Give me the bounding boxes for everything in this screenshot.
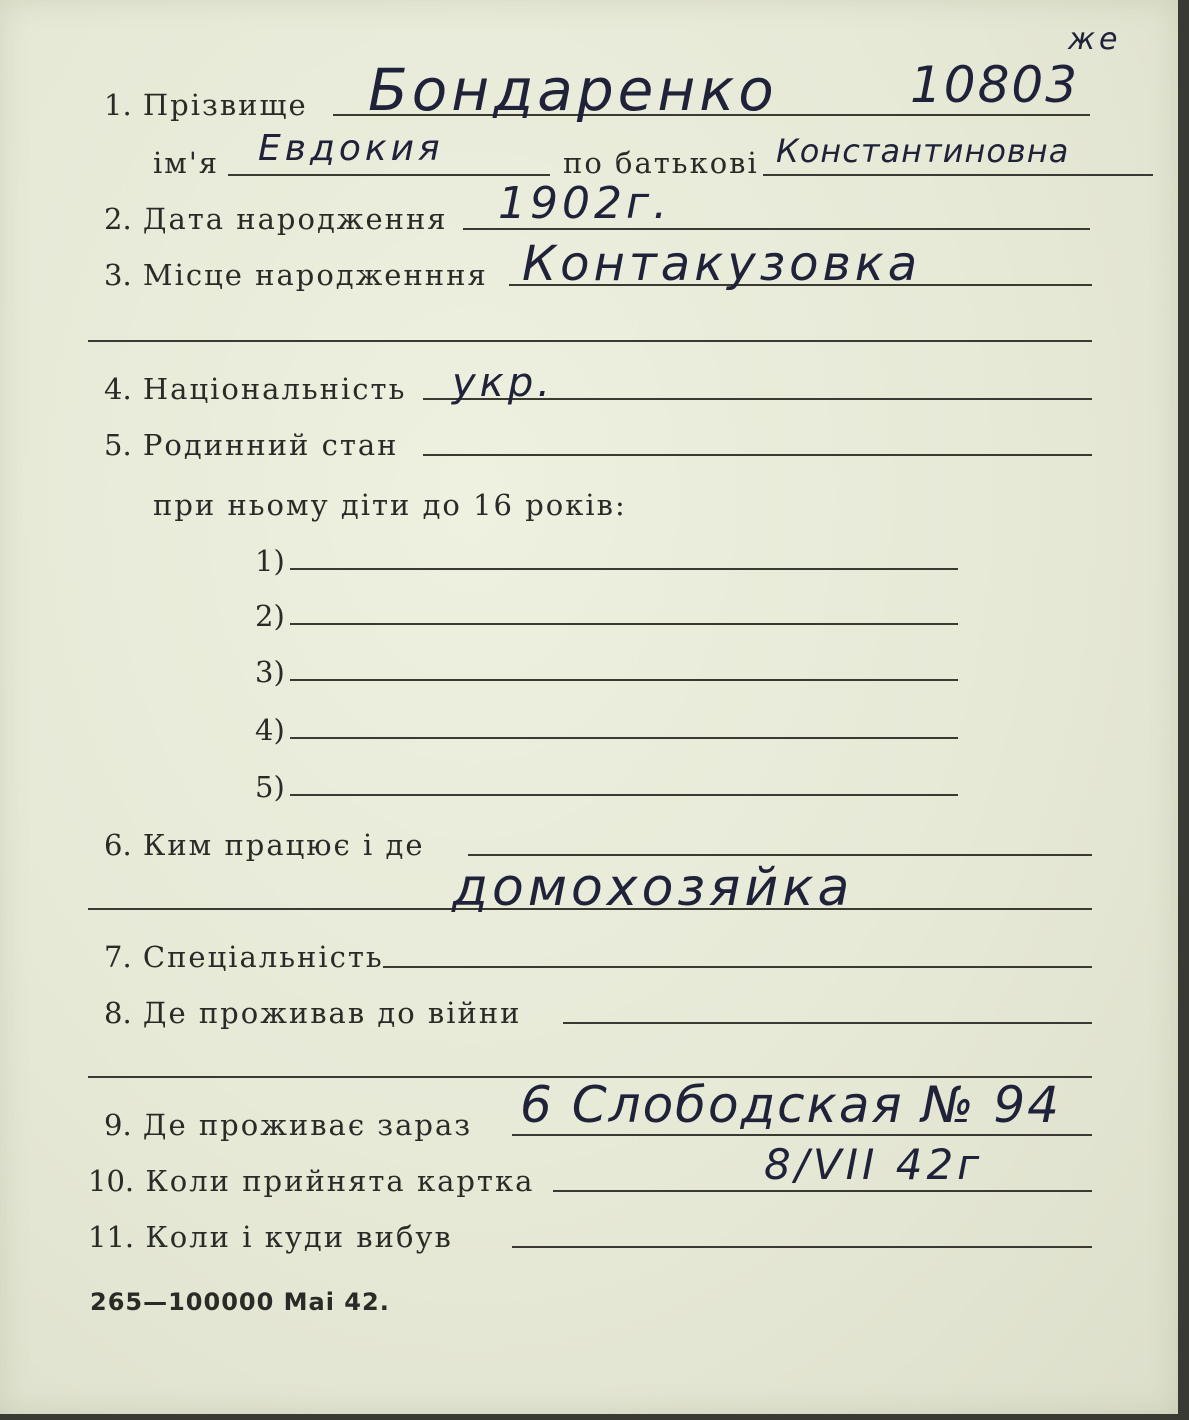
field-number: 1. [104,88,132,122]
field-text: Де проживав до війни [142,996,522,1030]
field-4-label [104,372,406,406]
child-2-line [290,623,958,625]
field-text: Ким працює і де [142,828,425,862]
field-9-line [512,1134,1092,1136]
field-2-label [104,202,448,236]
field-text: Де проживає зараз [142,1108,473,1142]
field-text: Коли і куди вибув [145,1220,453,1254]
first-name-line [228,174,550,176]
field-number: 3. [104,258,132,292]
child-4-line [290,737,958,739]
occupation-handwriting: домохозяйка [452,858,854,918]
field-11-label [88,1220,453,1254]
field-text: Дата народження [142,202,448,236]
patronymic-label: по батькові [563,146,759,180]
child-5-label: 5) [255,770,285,804]
child-2-label: 2) [255,599,285,633]
field-1-label [104,88,308,122]
child-1-label: 1) [255,544,285,578]
print-imprint: 265—100000 Mai 42. [90,1288,390,1316]
card-date-handwriting: 8/VII 42г [764,1140,984,1189]
birth-place-handwriting: Контакузовка [522,236,922,292]
field-number: 9. [104,1108,132,1142]
child-1-line [290,568,958,570]
field-number: 8. [104,996,132,1030]
field-10-label [88,1164,534,1198]
field-number: 7. [104,940,132,974]
field-text: Родинний стан [142,428,399,462]
patronymic-line [763,174,1153,176]
mark-handwriting: же [1068,22,1122,57]
field-3-label [104,258,488,292]
field-6-line [468,854,1092,856]
children-heading: при ньому діти до 16 років: [153,488,627,522]
field-6-label [104,828,425,862]
field-text: Коли прийнята картка [145,1164,535,1198]
nationality-handwriting: укр. [452,360,554,406]
field-text: Спеціальність [142,940,384,974]
field-3-extra-line [88,340,1092,342]
field-number: 4. [104,372,132,406]
patronymic-handwriting: Константиновна [776,132,1070,170]
field-text: Прізвище [142,88,308,122]
field-5-line [423,454,1092,456]
first-name-label: ім'я [153,146,220,180]
field-9-label [104,1108,472,1142]
child-5-line [290,794,958,796]
card-number-handwriting: 10803 [910,56,1080,114]
field-number: 2. [104,202,132,236]
birth-date-handwriting: 1902г. [498,178,672,229]
field-10-line [553,1190,1092,1192]
field-7-line [383,966,1092,968]
field-8-label [104,996,522,1030]
child-4-label: 4) [255,713,285,747]
field-5-label [104,428,398,462]
field-11-line [512,1246,1092,1248]
field-text: Місце народженння [142,258,488,292]
current-address-handwriting: 6 Слободская № 94 [520,1076,1061,1134]
child-3-line [290,679,958,681]
field-number: 10. [88,1164,135,1198]
child-3-label: 3) [255,655,285,689]
field-number: 6. [104,828,132,862]
field-number: 11. [88,1220,135,1254]
field-8-line [563,1022,1092,1024]
field-7-label [104,940,384,974]
field-text: Національність [142,372,407,406]
surname-handwriting: Бондаренко [368,56,778,124]
first-name-handwriting: Евдокия [258,128,444,169]
field-number: 5. [104,428,132,462]
